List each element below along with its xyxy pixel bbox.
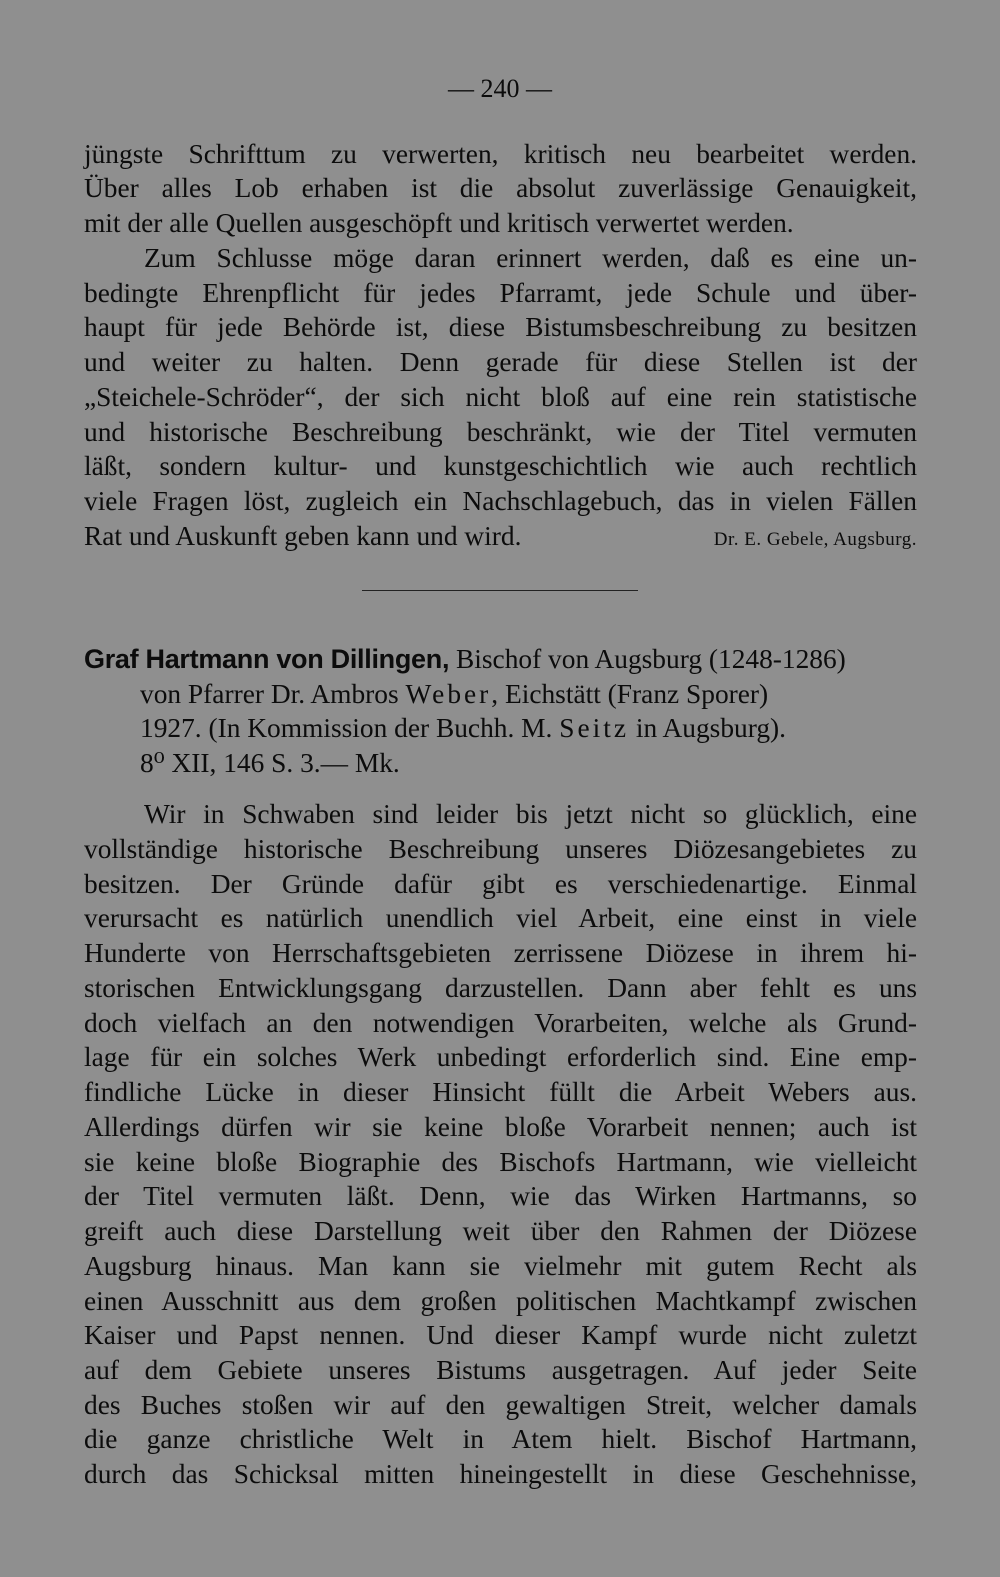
commission-prefix: 1927. (In Kommission der Buchh. M.: [140, 713, 560, 743]
text-line: storischen Entwicklungsgang darzustellen. Dann aber fehlt es uns: [84, 973, 917, 1003]
text-line: Zum Schlusse möge daran erinnert werden, daß es eine un-: [144, 243, 917, 273]
commission-place: in Augsburg).: [629, 713, 787, 743]
text-line: verursacht es natürlich unendlich viel Arbeit, eine einst in viele: [84, 903, 917, 933]
text-line: Über alles Lob erhaben ist die absolut zuverlässige Genauigkeit,: [84, 173, 917, 203]
text-line: jüngste Schrifttum zu verwerten, kritisch neu bearbeitet werden.: [84, 139, 917, 169]
text-line: Kaiser und Papst nennen. Und dieser Kampf wurde nicht zuletzt: [84, 1320, 917, 1350]
author-prefix: von Pfarrer Dr. Ambros: [140, 679, 406, 709]
text-line: vollständige historische Beschreibung unseres Diözesangebietes zu: [84, 834, 917, 864]
reviewer-signature: Dr. E. Gebele, Augsburg.: [713, 529, 917, 550]
page-number: — 240 —: [448, 74, 552, 103]
text-line: greift auch diese Darstellung weit über den Rahmen der Diözese: [84, 1216, 917, 1246]
text-line: die ganze christliche Welt in Atem hielt. Bischof Hartmann,: [84, 1424, 917, 1454]
text-line: Wir in Schwaben sind leider bis jetzt nicht so glücklich, eine: [144, 799, 917, 829]
publisher-info: , Eichstätt (Franz Sporer): [491, 679, 769, 709]
review-format-line: 8⁰ XII, 146 S. 3.— Mk.: [140, 748, 400, 778]
book-subtitle: Bischof von Augsburg (1248-1286): [449, 644, 846, 674]
text-line: einen Ausschnitt aus dem großen politischen Machtkampf zwischen: [84, 1286, 917, 1316]
text-line: „Steichele-Schröder“, der sich nicht bloß auf eine rein statistische: [84, 382, 917, 412]
text-line: des Buches stoßen wir auf den gewaltigen Streit, welcher damals: [84, 1390, 917, 1420]
text-line: Hunderte von Herrschaftsgebieten zerrissene Diözese in ihrem hi-: [84, 938, 917, 968]
text-line: Augsburg hinaus. Man kann sie vielmehr mit gutem Recht als: [84, 1251, 917, 1281]
review-title-line: [84, 642, 917, 677]
text-line: lage für ein solches Werk unbedingt erforderlich sind. Eine emp-: [84, 1042, 917, 1072]
text-line: und historische Beschreibung beschränkt, wie der Titel vermuten: [84, 417, 917, 447]
author-name: Weber: [405, 679, 492, 709]
text-line: durch das Schicksal mitten hineingestellt in diese Geschehnisse,: [84, 1459, 917, 1489]
text-line: der Titel vermuten läßt. Denn, wie das Wirken Hartmanns, so: [84, 1181, 917, 1211]
text-line: sie keine bloße Biographie des Bischofs Hartmann, wie vielleicht: [84, 1147, 917, 1177]
text-line: doch vielfach an den notwendigen Vorarbeiten, welche als Grund-: [84, 1008, 917, 1038]
text-line: mit der alle Quellen ausgeschöpft und kritisch verwertet werden.: [84, 208, 794, 238]
text-line: findliche Lücke in dieser Hinsicht füllt die Arbeit Webers aus.: [84, 1077, 917, 1107]
text-line: auf dem Gebiete unseres Bistums ausgetragen. Auf jeder Seite: [84, 1355, 917, 1385]
book-title: Graf Hartmann von Dillingen,: [84, 644, 450, 674]
review-publisher-line: [140, 711, 917, 746]
text-line-with-signature: [84, 519, 917, 554]
section-divider: [362, 590, 638, 591]
text-line: Allerdings dürfen wir sie keine bloße Vorarbeit nennen; auch ist: [84, 1112, 917, 1142]
text-line: viele Fragen löst, zugleich ein Nachschlagebuch, das in vielen Fällen: [84, 486, 917, 516]
text-line: läßt, sondern kultur- und kunstgeschichtlich wie auch rechtlich: [84, 451, 917, 481]
review-author-line: [140, 677, 917, 712]
commission-name: Seitz: [559, 713, 629, 743]
text-line: bedingte Ehrenpflicht für jedes Pfarramt, jede Schule und über-: [84, 278, 917, 308]
text-line: haupt für jede Behörde ist, diese Bistumsbeschreibung zu besitzen: [84, 312, 917, 342]
text-line: besitzen. Der Gründe dafür gibt es verschiedenartige. Einmal: [84, 869, 917, 899]
text-line: und weiter zu halten. Denn gerade für diese Stellen ist der: [84, 347, 917, 377]
text-line: Rat und Auskunft geben kann und wird.: [84, 521, 522, 551]
